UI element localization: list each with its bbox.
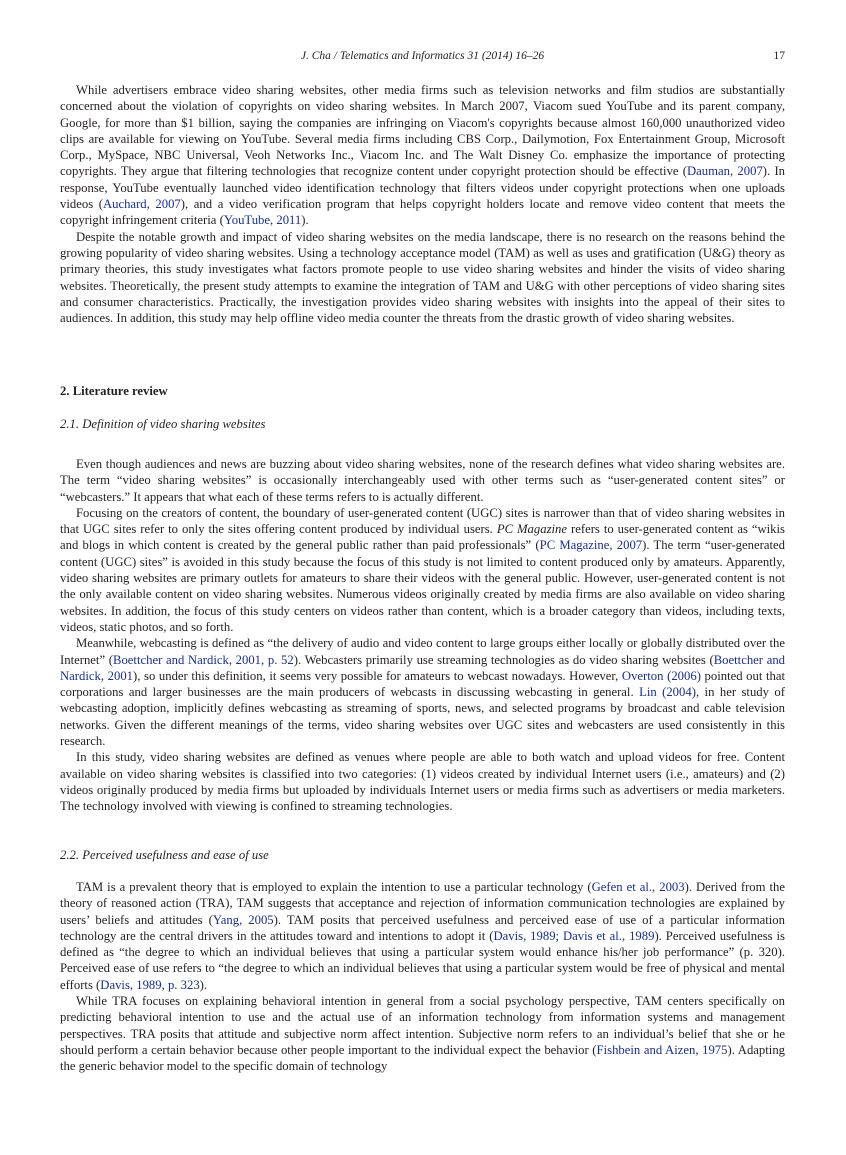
citation-link[interactable]: Boettcher and Nardick, 2001 <box>60 652 786 683</box>
text-run: TAM is a prevalent theory that is employed to explain the intention to use a particular technology ( <box>76 880 592 894</box>
text-run: , in her study of webcasting adoption, implicitly defines webcasting as streaming of sports, news, and selected programs by broadcast and cable television networks. Given the different meanings of the terms, video sharing websites over UGC sites and webcasters are used consistently in this research. <box>60 685 785 749</box>
text-run: ). <box>301 213 309 228</box>
text-run: ). Webcasters primarily use streaming technologies as do video sharing websites ( <box>293 652 714 667</box>
citation-link[interactable]: Lin (2004) <box>639 685 696 700</box>
text-run: ). In response, YouTube eventually launched video identification technology that filters videos under copyright protections when one uploads videos ( <box>60 164 786 212</box>
page-number: 17 <box>773 50 785 62</box>
paragraph <box>60 456 785 505</box>
citation-link[interactable]: Overton (2006) <box>621 668 701 683</box>
text-run: Meanwhile, webcasting is defined as “the delivery of audio and video content to large groups either locally or globally distributed over the Internet” ( <box>60 636 785 667</box>
citation-link[interactable]: Davis, 1989, p. 323 <box>100 977 200 992</box>
citation-link[interactable]: Dauman, 2007 <box>687 164 763 179</box>
text-run: ). Adapting the generic behavior model to the specific domain of technology <box>60 1042 786 1074</box>
text-run: ), so under this definition, it seems very possible for amateurs to webcast nowadays. However, <box>133 668 622 683</box>
text-run: While TRA focuses on explaining behavioral intention in general from a social psychology perspective, TAM centers specifically on predicting behavioral intention to use and the actual use of an information technology from information systems and management perspectives. TRA posits that attitude and subjective norm affect intention. Subjective norm refers to an individual’s belief that she or he should perform a certain behavior because other people important to the individual expect the behavior ( <box>60 994 785 1057</box>
section-2-1-body <box>60 456 785 815</box>
text-run: While advertisers embrace video sharing websites, other media firms such as television networks and film studios are substantially concerned about the violation of copyrights on video sharing websites. In March 2007, Viacom sued YouTube and its parent company, Google, for more than $1 billion, saying the companies are infringing on Viacom's copyrights because almost 160,000 unauthorized video clips are available for viewing on YouTube. Several media firms including CBS Corp., Dailymotion, Fox Entertainment Group, Microsoft Corp., MySpace, NBC Universal, Veoh Networks Inc., Viacom Inc. and The Walt Disney Co. emphasize the importance of protecting copyrights. They argue that filtering technologies that recognize content under copyright protection should be effective ( <box>60 83 785 179</box>
citation-link[interactable]: Gefen et al., 2003 <box>591 880 685 894</box>
citation-link[interactable]: Auchard, 2007 <box>102 197 181 212</box>
text-run: Focusing on the creators of content, the boundary of user-generated content (UGC) sites is narrower than that of video sharing websites in that UGC sites refer to only the sites offering content produced by individual users. <box>60 505 785 537</box>
paragraph <box>60 993 785 1074</box>
section-heading: 2. Literature review <box>60 384 168 398</box>
section-2-2-body <box>60 879 785 1075</box>
text-run: ). The term “user-generated content (UGC) sites” is avoided in this study because the focus of this study is not limited to content produced only by amateurs. Apparently, video sharing websites are primary outlets for amateurs to share their videos with the general public. However, user-generated content is not the only available content on video sharing websites. Numerous videos originally created by media firms are also available on video sharing websites. In addition, the focus of this study centers on videos rather than content, which is a broader category than videos, including texts, videos, static photos, and so forth. <box>60 538 785 634</box>
paragraph <box>60 635 785 749</box>
running-header <box>60 50 785 66</box>
text-run: Despite the notable growth and impact of video sharing websites on the media landscape, there is no research on the reasons behind the growing popularity of video sharing websites. Using a technology acceptance model (TAM) as well as uses and gratification (U&G) theory as primary theories, this study investigates what factors promote people to use video sharing websites and hinder the visits of video sharing websites. Theoretically, the present study attempts to examine the integration of TAM and U&G with other perceptions of video sharing sites and consumer characteristics. Practically, the investigation provides video sharing websites with insights into the appeal of their sites to audiences. In addition, this study may help offline video media counter the threats from the drastic growth of video sharing websites. <box>60 229 785 326</box>
citation-link[interactable]: PC Magazine, 2007 <box>539 538 643 553</box>
text-run: ). TAM posits that perceived usefulness and perceived ease of use of a particular information technology are the central drivers in the attitudes toward and intentions to adopt it ( <box>60 912 785 943</box>
text-run: ). Derived from the theory of reasoned action (TRA), TAM suggests that acceptance and rejection of information communication technologies are explained by users’ beliefs and attitudes ( <box>60 880 785 927</box>
text-run: ), and a video verification program that helps copyright holders locate and remove video content that meets the copyright infringement criteria ( <box>60 197 785 228</box>
italic-text: PC Magazine <box>496 522 568 537</box>
paragraph <box>60 505 785 635</box>
text-run: ). <box>199 977 208 992</box>
text-run: Even though audiences and news are buzzing about video sharing websites, none of the research defines what video sharing websites are. The term “video sharing websites” is occasionally interchangeably used with other terms such as “user-generated content sites” or “webcasters.” It appears that what each of these terms refers to is actually different. <box>60 457 785 504</box>
text-run: ). Perceived usefulness is defined as “the degree to which an individual believes that using a particular system would enhance his/her job performance” (p. 320). Perceived ease of use refers to “the degree to which an individual believes that using a particular system would be free of physical and mental efforts ( <box>60 928 785 992</box>
citation-link[interactable]: Boettcher and Nardick, 2001, p. 52 <box>112 652 294 667</box>
paragraph <box>60 749 785 814</box>
text-run: refers to user-generated content as “wikis and blogs in which content is created by the general public rather than paid professionals” ( <box>60 522 785 553</box>
paragraph <box>60 82 785 229</box>
citation-link[interactable]: YouTube, 2011 <box>223 213 302 228</box>
paragraph <box>60 879 785 993</box>
subsection-heading: 2.1. Definition of video sharing websites <box>60 417 266 431</box>
subsection-heading: 2.2. Perceived usefulness and ease of use <box>60 848 269 862</box>
paragraph <box>60 229 785 327</box>
text-run: pointed out that corporations and larger businesses are the main producers of webcasts in discussing webcasting in general. <box>60 668 785 700</box>
text-run: In this study, video sharing websites are defined as venues where people are able to both watch and upload videos for free. Content available on video sharing websites is classified into two categories: (1) videos created by individual Internet users (i.e., amateurs) and (2) videos originally produced by media firms but uploaded by individuals Internet users or media firms such as advertisers or media marketers. The technology involved with viewing is confined to streaming technologies. <box>60 750 785 814</box>
citation-link[interactable]: Davis, 1989; Davis et al., 1989 <box>493 928 655 943</box>
citation-link[interactable]: Fishbein and Aizen, 1975 <box>596 1042 728 1057</box>
intro-body <box>60 82 785 326</box>
citation-link[interactable]: Yang, 2005 <box>212 912 274 927</box>
journal-citation: J. Cha / Telematics and Informatics 31 (2014) 16–26 <box>300 50 545 62</box>
